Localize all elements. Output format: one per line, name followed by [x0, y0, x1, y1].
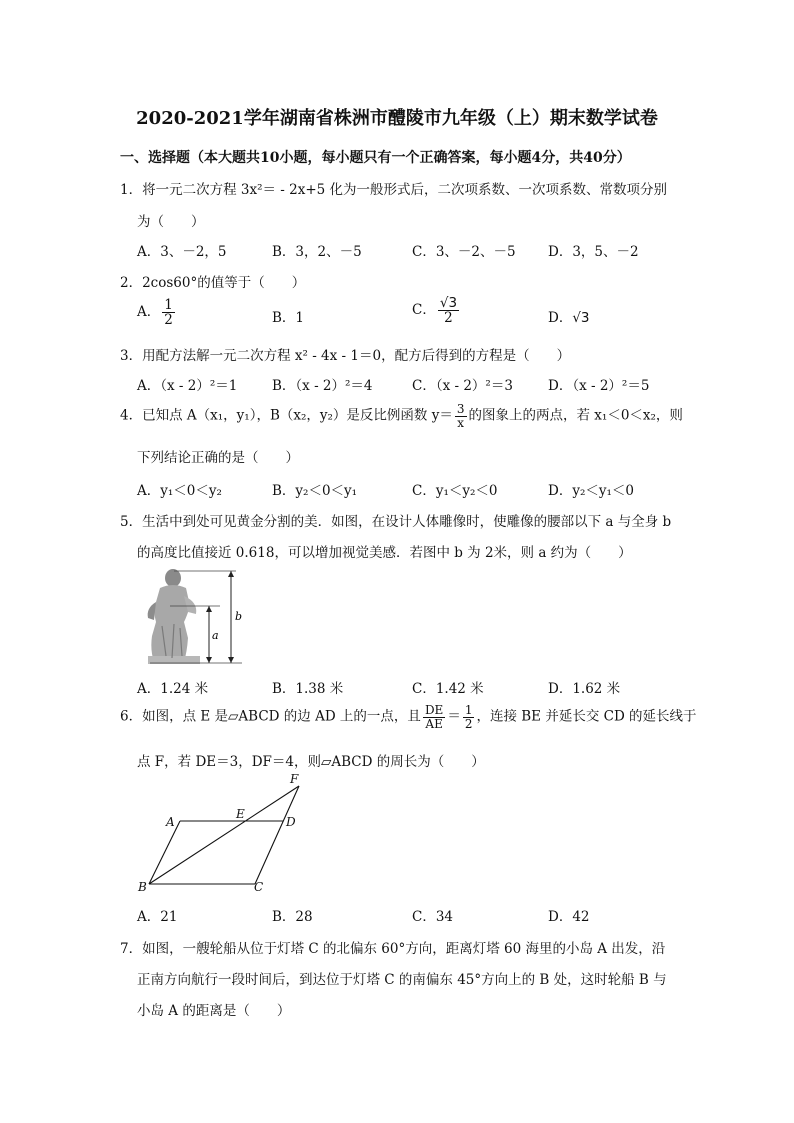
q3-option-c: C．（x - 2）²＝3 — [412, 378, 513, 394]
parallelogram-figure — [130, 768, 320, 894]
q1-option-c: C．3、－2、－5 — [412, 244, 516, 260]
label-a: a — [212, 629, 219, 642]
vertex-d: D — [286, 815, 296, 829]
page-title: 2020-2021学年湖南省株洲市醴陵市九年级（上）期末数学试卷 — [136, 108, 658, 129]
q2-option-a: A． $\frac{1}{2}$ — [137, 297, 173, 329]
q6-stem-line2: 点 F，若 DE＝3，DF＝4，则▱ABCD 的周长为（ ） — [137, 754, 485, 770]
statue-figure — [140, 566, 250, 666]
q1-option-d: D．3，5、－2 — [548, 244, 639, 260]
q2-option-b: B．1 — [272, 310, 305, 326]
q7-stem-line1: 7．如图，一艘轮船从位于灯塔 C 的北偏东 60°方向，距离灯塔 60 海里的小岛 A 出发，沿 — [120, 941, 666, 957]
q1-option-b: B．3，2、－5 — [272, 244, 362, 260]
q6-option-b: B．28 — [272, 909, 313, 925]
q2-option-c: C． $\frac{√3}{2}$ — [412, 295, 458, 327]
q1-stem-line2: 为（ ） — [137, 214, 205, 230]
q1-stem-line1: 1．将一元二次方程 3x²＝ - 2x+5 化为一般形式后，二次项系数、一次项系数、常数项分别 — [120, 182, 668, 198]
q5-stem-line1: 5．生活中到处可见黄金分割的美．如图，在设计人体雕像时，使雕像的腰部以下 a 与全身 b — [120, 514, 672, 530]
q7-stem-line3: 小岛 A 的距离是（ ） — [137, 1003, 291, 1019]
q6-option-a: A．21 — [137, 909, 178, 925]
q3-option-d: D．（x - 2）²＝5 — [548, 378, 650, 394]
q6-stem-line1: 6．如图，点 E 是▱ABCD 的边 AD 上的一点，且 $\frac{DE}{AE}$ ＝ $\frac{1}{2}$ ，连接 BE 并延长交 CD 的延长线于 — [120, 703, 697, 731]
q4-stem-line2: 下列结论正确的是（ ） — [137, 450, 299, 466]
q6-option-c: C．34 — [412, 909, 454, 925]
q3-option-a: A．（x - 2）²＝1 — [137, 378, 238, 394]
q2-stem: 2．2cos60°的值等于（ ） — [120, 275, 306, 291]
q4-option-b: B．y₂＜0＜y₁ — [272, 483, 358, 499]
q4-stem-line1: 4．已知点 A（x₁，y₁），B（x₂，y₂）是反比例函数 y＝ $\frac{3}{x}$ 的图象上的两点，若 x₁＜0＜x₂，则 — [120, 402, 683, 430]
q3-option-b: B．（x - 2）²＝4 — [272, 378, 373, 394]
statue-image — [148, 569, 200, 664]
section-heading: 一、选择题（本大题共10小题，每小题只有一个正确答案，每小题4分，共40分） — [120, 150, 631, 166]
q6-option-d: D．42 — [548, 909, 590, 925]
vertex-f: F — [290, 772, 299, 786]
q4-option-d: D．y₂＜y₁＜0 — [548, 483, 634, 499]
vertex-a: A — [166, 815, 175, 829]
q3-stem: 3．用配方法解一元二次方程 x² - 4x - 1＝0，配方后得到的方程是（ ） — [120, 348, 571, 364]
q4-option-c: C．y₁＜y₂＜0 — [412, 483, 498, 499]
vertex-b: B — [138, 880, 147, 894]
vertex-e: E — [236, 807, 245, 821]
q1-option-a: A．3、－2，5 — [137, 244, 227, 260]
q4-option-a: A．y₁＜0＜y₂ — [137, 483, 222, 499]
q5-option-d: D．1.62 米 — [548, 681, 621, 697]
q5-option-a: A．1.24 米 — [137, 681, 209, 697]
q5-stem-line2: 的高度比值接近 0.618，可以增加视觉美感．若图中 b 为 2米，则 a 约为（ ） — [137, 545, 632, 561]
vertex-c: C — [254, 880, 264, 894]
q5-option-b: B．1.38 米 — [272, 681, 344, 697]
edge-ba — [149, 821, 180, 884]
q7-stem-line2: 正南方向航行一段时间后，到达位于灯塔 C 的南偏东 45°方向上的 B 处，这时轮船 B 与 — [137, 972, 667, 988]
q5-option-c: C．1.42 米 — [412, 681, 484, 697]
q2-option-d: D．√3 — [548, 310, 590, 326]
label-b: b — [235, 610, 243, 623]
